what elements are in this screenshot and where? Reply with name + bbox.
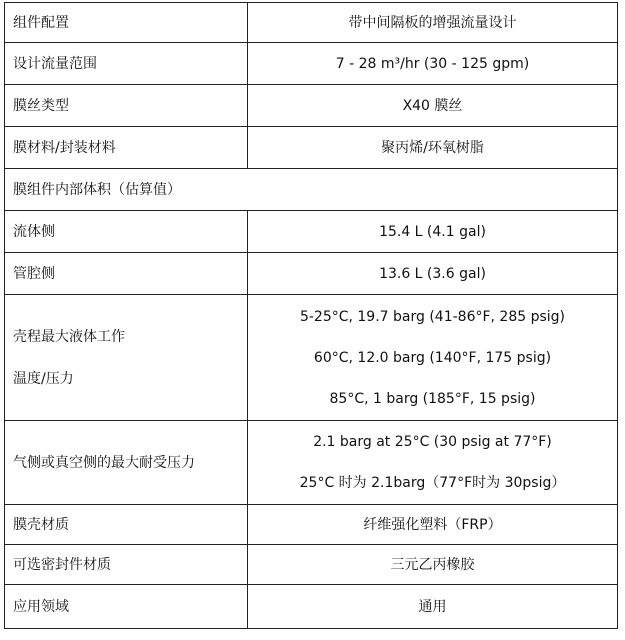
- row-value: [248, 295, 618, 421]
- table-row: [5, 127, 618, 169]
- row-label: 气侧或真空侧的最大耐受压力: [5, 421, 248, 505]
- row-value: 纤维强化塑料（FRP）: [248, 505, 618, 545]
- table-row: [5, 3, 618, 43]
- row-label: 应用领域: [5, 585, 248, 629]
- row-label: 膜壳材质: [5, 505, 248, 545]
- row-value: 7 - 28 m³/hr (30 - 125 gpm): [248, 43, 618, 85]
- row-label: 可选密封件材质: [5, 545, 248, 585]
- row-value: X40 膜丝: [248, 85, 618, 127]
- row-label: 流体侧: [5, 211, 248, 253]
- row-value: 三元乙丙橡胶: [248, 545, 618, 585]
- row-value: 15.4 L (4.1 gal): [248, 211, 618, 253]
- row-value: 聚丙烯/环氧树脂: [248, 127, 618, 169]
- row-label: 组件配置: [5, 3, 248, 43]
- row-value-line: 2.1 barg at 25°C (30 psig at 77°F): [313, 434, 552, 450]
- table-row: [5, 505, 618, 545]
- row-value: 带中间隔板的增强流量设计: [248, 3, 618, 43]
- table-row: [5, 253, 618, 295]
- row-label: 膜材料/封装材料: [5, 127, 248, 169]
- table-row: [5, 169, 618, 211]
- row-value: 通用: [248, 585, 618, 629]
- row-label-line: 壳程最大液体工作: [13, 328, 125, 345]
- row-value-line: 60°C, 12.0 barg (140°F, 175 psig): [313, 349, 552, 366]
- row-value: [248, 421, 618, 505]
- specification-table: [4, 2, 618, 629]
- row-label: 管腔侧: [5, 253, 248, 295]
- section-heading: 膜组件内部体积（估算值）: [5, 169, 618, 211]
- row-value-line: 85°C, 1 barg (185°F, 15 psig): [329, 390, 536, 407]
- table-row: [5, 295, 618, 421]
- table-row: [5, 545, 618, 585]
- table-row: [5, 211, 618, 253]
- row-value-line: 5-25°C, 19.7 barg (41-86°F, 285 psig): [299, 308, 566, 325]
- table-row: [5, 421, 618, 505]
- row-label: 膜丝类型: [5, 85, 248, 127]
- row-label: [5, 295, 248, 421]
- row-value: 13.6 L (3.6 gal): [248, 253, 618, 295]
- table-row: [5, 585, 618, 629]
- row-label-line: 温度/压力: [13, 370, 74, 387]
- table-row: [5, 85, 618, 127]
- row-label: 设计流量范围: [5, 43, 248, 85]
- row-value-line: 25°C 时为 2.1barg（77°F时为 30psig）: [299, 475, 566, 491]
- table-row: [5, 43, 618, 85]
